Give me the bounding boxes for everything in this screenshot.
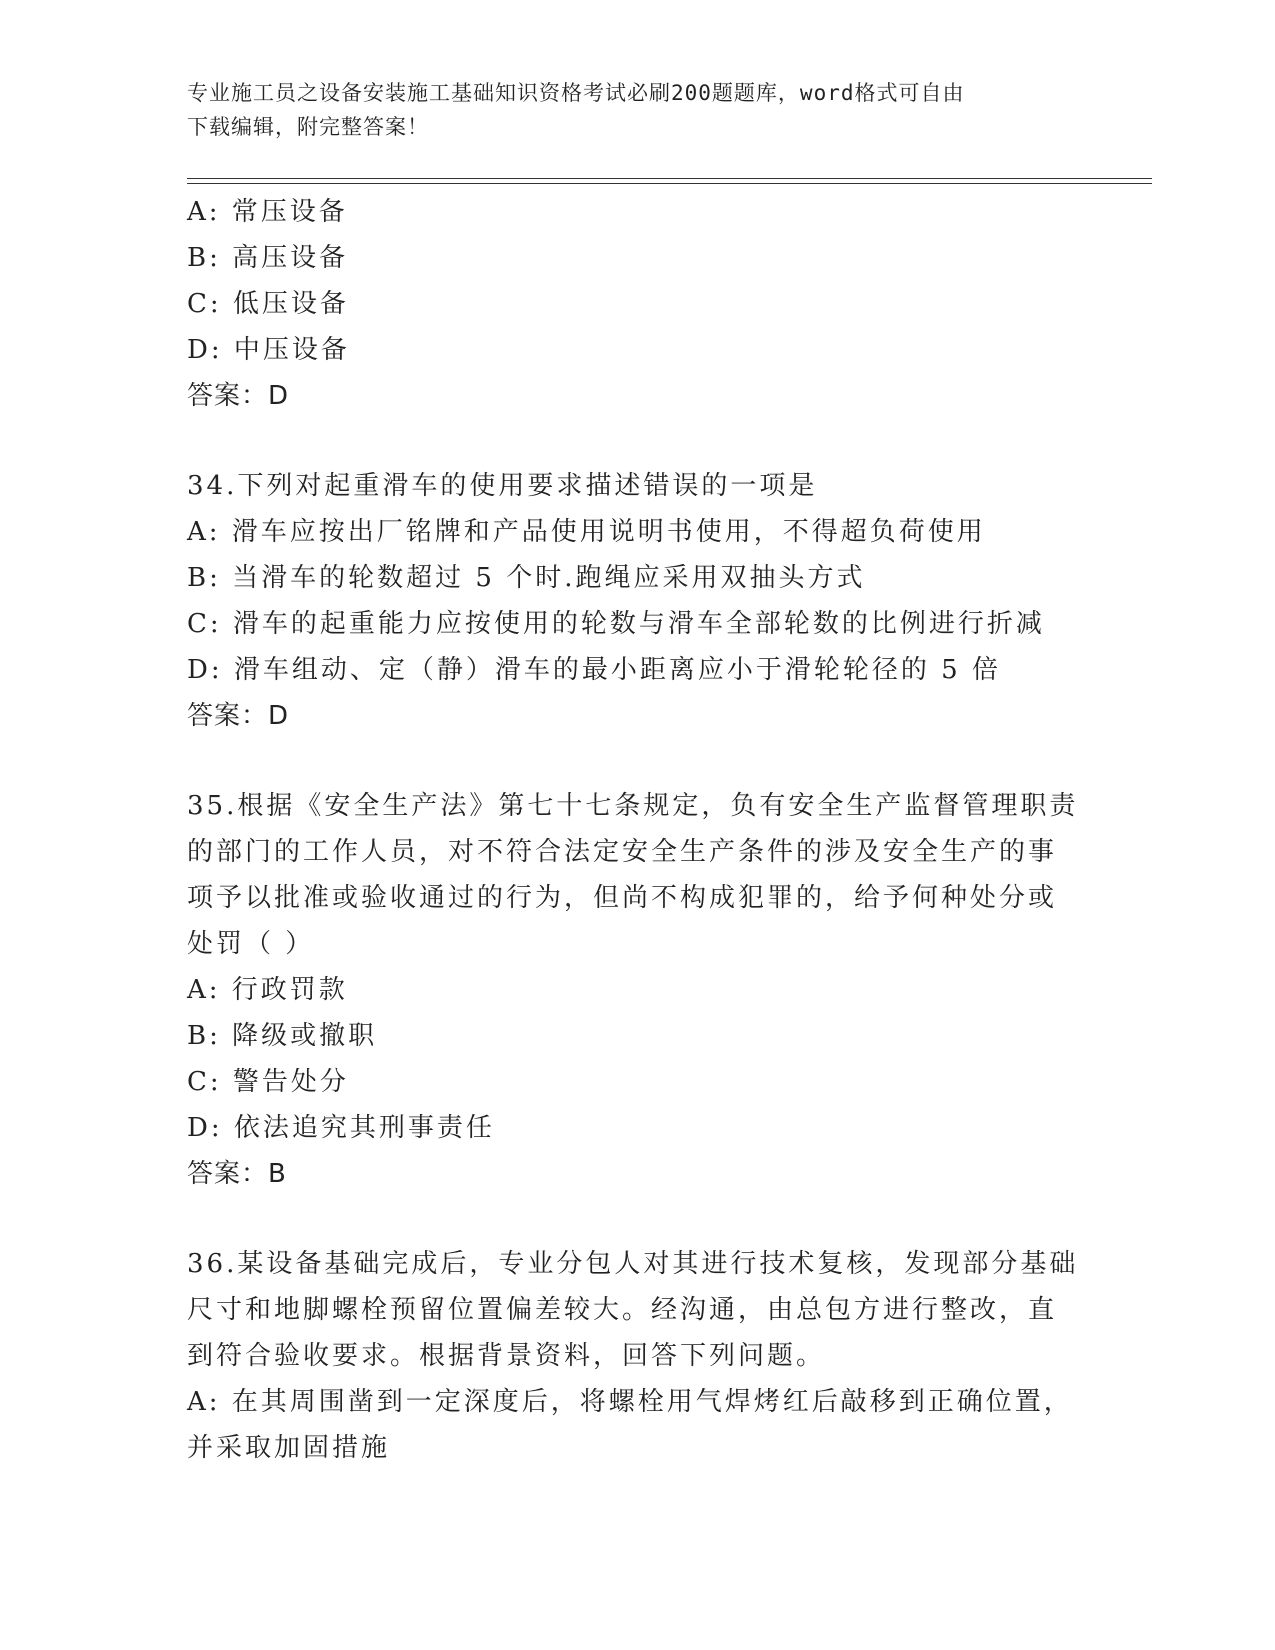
- q33-option-d: D: 中压设备: [187, 335, 350, 365]
- q34-option-b: B: 当滑车的轮数超过 5 个时.跑绳应采用双抽头方式: [187, 563, 866, 593]
- q34-option-c: C: 滑车的起重能力应按使用的轮数与滑车全部轮数的比例进行折减: [187, 609, 1045, 639]
- q33-option-a: A: 常压设备: [187, 197, 348, 227]
- question-35-block: [187, 783, 1087, 1197]
- q36-question-line-3: 到符合验收要求。根据背景资料，回答下列问题。: [187, 1341, 826, 1371]
- header-line-2: 下载编辑，附完整答案！: [187, 115, 429, 139]
- spacer: [187, 1197, 1087, 1241]
- q35-option-b: B: 降级或撤职: [187, 1021, 378, 1051]
- q36-question-line-2: 尺寸和地脚螺栓预留位置偏差较大。经沟通，由总包方进行整改，直: [187, 1295, 1058, 1325]
- header-divider-bottom: [187, 183, 1152, 184]
- q33-option-c: C: 低压设备: [187, 289, 349, 319]
- q35-option-d: D: 依法追究其刑事责任: [187, 1113, 495, 1143]
- q35-question-line-4: 处罚（ ）: [187, 929, 315, 959]
- q34-question: 34.下列对起重滑车的使用要求描述错误的一项是: [187, 471, 818, 501]
- spacer: [187, 419, 1087, 463]
- question-36-block: [187, 1241, 1087, 1471]
- q34-option-a: A: 滑车应按出厂铭牌和产品使用说明书使用，不得超负荷使用: [187, 517, 986, 547]
- q36-question-line-1: 36.某设备基础完成后，专业分包人对其进行技术复核，发现部分基础: [187, 1249, 1079, 1279]
- header-divider-top: [187, 178, 1152, 179]
- question-34-block: [187, 463, 1087, 739]
- q36-option-a-line-2: 并采取加固措施: [187, 1433, 391, 1463]
- q33-option-b: B: 高压设备: [187, 243, 349, 273]
- spacer: [187, 739, 1087, 783]
- document-body: [187, 189, 1087, 1471]
- q36-option-a-line-1: A: 在其周围凿到一定深度后，将螺栓用气焊烤红后敲移到正确位置，: [187, 1387, 1073, 1417]
- q35-option-c: C: 警告处分: [187, 1067, 349, 1097]
- question-33-block: [187, 189, 1087, 419]
- q35-question-line-1: 35.根据《安全生产法》第七十七条规定，负有安全生产监督管理职责: [187, 791, 1079, 821]
- q34-option-d: D: 滑车组动、定（静）滑车的最小距离应小于滑轮轮径的 5 倍: [187, 655, 1001, 685]
- q33-answer: 答案：D: [187, 381, 290, 411]
- document-header: [187, 76, 1067, 144]
- header-line-1: 专业施工员之设备安装施工基础知识资格考试必刷200题题库，word格式可自由: [187, 81, 965, 105]
- q35-answer: 答案：B: [187, 1159, 287, 1189]
- q35-question-line-2: 的部门的工作人员，对不符合法定安全生产条件的涉及安全生产的事: [187, 837, 1058, 867]
- q35-option-a: A: 行政罚款: [187, 975, 348, 1005]
- q34-answer: 答案：D: [187, 701, 290, 731]
- q35-question-line-3: 项予以批准或验收通过的行为，但尚不构成犯罪的，给予何种处分或: [187, 883, 1058, 913]
